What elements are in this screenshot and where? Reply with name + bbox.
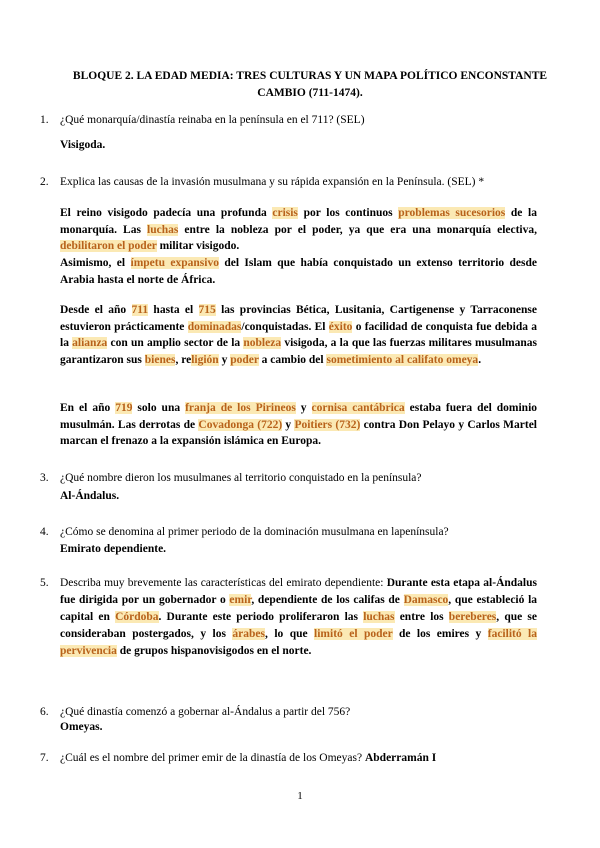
highlight: emir [229, 594, 252, 606]
highlight: 711 [131, 304, 149, 316]
highlight: debilitaron el poder [60, 240, 157, 252]
highlight: 715 [198, 304, 216, 316]
highlight: cornisa cantábrica [311, 402, 405, 414]
question-number: 3. [40, 472, 49, 484]
highlight: dominadas [187, 320, 242, 333]
highlight: ímpetu expansivo [130, 257, 219, 269]
question-number: 5. [40, 577, 49, 589]
answer-4: Emirato dependiente. [60, 543, 167, 555]
highlight: bienes [144, 353, 176, 366]
highlight: nobleza [243, 337, 282, 349]
page-number: 1 [297, 790, 303, 802]
highlight: franja de los Pirineos [185, 402, 296, 414]
answer-2-paragraph-2: Asimismo, el ímpetu expansivo del Islam que había conquistado un extenso territorio desde Arabia hasta el norte de África. [60, 257, 537, 286]
question-text: Describa muy brevemente las características del emirato dependiente: [60, 577, 387, 589]
highlight: Poitiers (732) [294, 418, 361, 431]
highlight: poder [230, 353, 259, 366]
answer-2-paragraph-4: En el año 719 solo una franja de los Pirineos y cornisa cantábrica estaba fuera del dominio musulmán. Las derrotas de Covadonga (722) y Poitiers (732) contra Don Pelayo y Carlos Martel marcan el frenazo a la expansión islámica en Europa. [60, 402, 538, 447]
highlight: bereberes [448, 611, 497, 623]
question-number: 2. [40, 176, 49, 188]
answer-7: Abderramán I [364, 752, 437, 764]
question-text: ¿Qué nombre dieron los musulmanes al territorio conquistado en la península? [60, 472, 422, 484]
highlight: alianza [72, 337, 108, 349]
question-text: ¿Qué dinastía comenzó a gobernar al-Ándalus a partir del 756? [60, 706, 351, 718]
highlight: 719 [115, 402, 133, 414]
highlight: ligión [191, 353, 219, 366]
highlight: Damasco [403, 594, 449, 606]
answer-2-paragraph-1: El reino visigodo padecía una profunda crisis por los continuos problemas sucesorios de la monarquía. Las luchas entre la nobleza por el poder, ya que era una monarquía electiva, debilitaron el poder militar visigodo. [60, 207, 537, 252]
answer-1: Visigoda. [60, 139, 106, 151]
question-text: ¿Qué monarquía/dinastía reinaba en la península en el 711? (SEL) [60, 114, 365, 126]
question-number: 1. [40, 114, 49, 126]
highlight: Córdoba [115, 611, 159, 623]
question-5: Describa muy brevemente las características del emirato dependiente: Durante esta etapa al-Ándalus fue dirigida por un gobernador o emir, dependiente de los califas de Damasco, que estableció la capital en Córdoba. Durante este periodo proliferaron las luchas entre los bereberes, que se consideraban postergados, y los árabes, lo que limitó el poder de los emires y facilitó la pervivencia de grupos hispanovisigodos en el norte. [60, 577, 538, 657]
question-number: 7. [40, 752, 49, 764]
highlight: Covadonga (722) [198, 418, 283, 431]
highlight: crisis [272, 207, 298, 219]
question-text: ¿Cuál es el nombre del primer emir de la dinastía de los Omeyas? Abderramán I [60, 752, 437, 764]
highlight: éxito [328, 320, 353, 333]
page-title: BLOQUE 2. LA EDAD MEDIA: TRES CULTURAS Y UN MAPA POLÍTICO ENCONSTANTE CAMBIO (711-1474). [72, 70, 548, 99]
question-number: 4. [40, 526, 49, 538]
question-number: 6. [40, 706, 49, 718]
highlight: árabes [232, 628, 265, 640]
highlight: sometimiento al califato omeya [326, 353, 479, 366]
question-text: ¿Cómo se denomina al primer periodo de la dominación musulmana en lapenínsula? [60, 526, 449, 538]
highlight: limitó el poder [314, 628, 393, 640]
highlight: problemas sucesorios [398, 207, 506, 219]
highlight: luchas [363, 611, 395, 623]
answer-6: Omeyas. [60, 721, 103, 733]
question-text: Explica las causas de la invasión musulmana y su rápida expansión en la Península. (SEL) * [60, 176, 485, 188]
highlight: luchas [147, 223, 179, 236]
answer-2-paragraph-3: Desde el año 711 hasta el 715 las provincias Bética, Lusitania, Cartigenense y Tarraconense estuvieron prácticamente dominadas/conquistadas. El éxito o facilidad de conquista fue debida a la alianza con un amplio sector de la nobleza visigoda, a la que las fuerzas militares musulmanas garantizaron sus bienes, religión y poder a cambio del sometimiento al califato omeya. [60, 304, 537, 366]
highlight: facilitó la pervivencia [60, 628, 537, 657]
answer-3: Al-Ándalus. [60, 490, 120, 502]
